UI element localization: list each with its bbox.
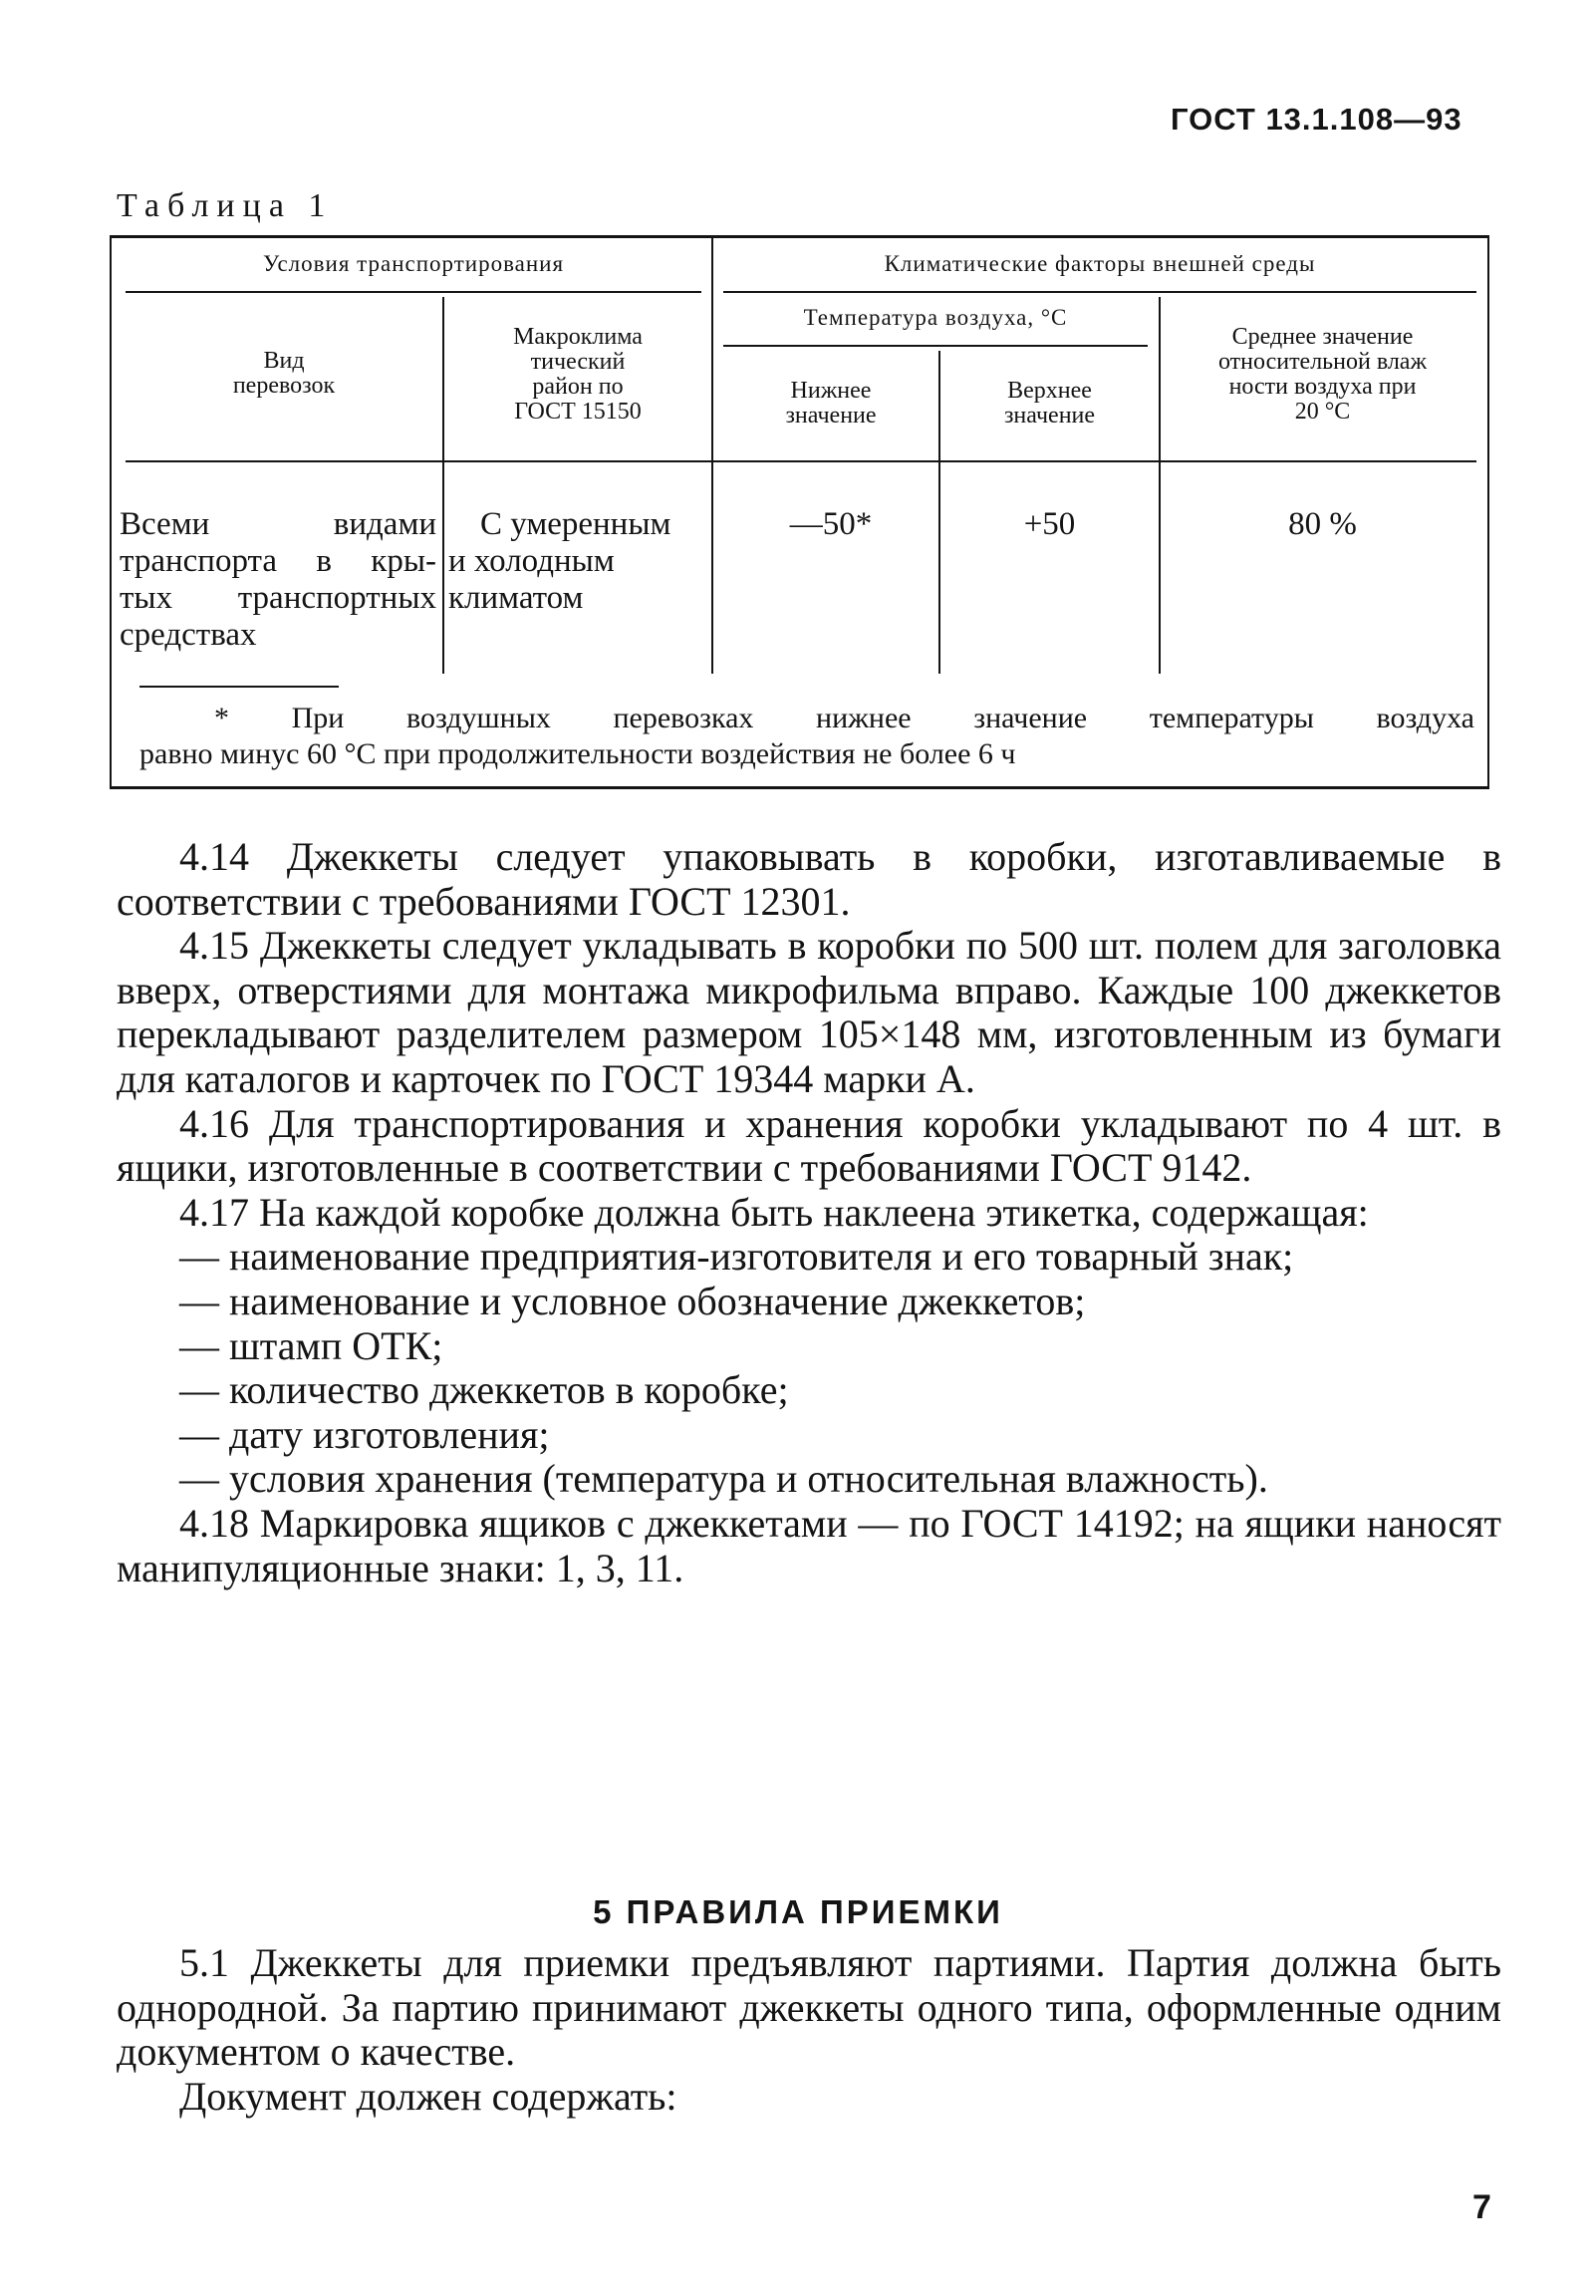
- table-top-border: [110, 235, 1489, 238]
- paragraph-4-18: 4.18 Маркировка ящиков с джеккетами — по ГОСТ 14192; на ящики наносят манипуляционные знаки: 1, 3, 11.: [117, 1500, 1501, 1590]
- page-number: 7: [1472, 2188, 1491, 2226]
- cell-transport-mode: Всеми видами транспорта в кры- тых транспортных средствах: [120, 506, 436, 653]
- table-footnote: * При воздушных перевозках нижнее значение температуры воздуха равно минус 60 °С при продолжительности воздействия не более 6 ч: [139, 702, 1474, 770]
- list-item: — наименование и условное обозначение джеккетов;: [179, 1278, 1086, 1323]
- header-bottom-line: [126, 460, 1476, 462]
- list-item: — условия хранения (температура и относительная влажность).: [179, 1456, 1268, 1502]
- list-item: — количество джеккетов в коробке;: [179, 1367, 789, 1413]
- header-upper-value: Верхнее значение: [1003, 378, 1096, 429]
- list-item: — штамп ОТК;: [179, 1322, 443, 1368]
- header-air-temperature: Температура воздуха, °С: [803, 305, 1068, 330]
- body-section-5: [117, 1941, 1501, 2119]
- paragraph-5-1-document: Документ должен содержать:: [179, 2073, 677, 2119]
- list-item: — наименование предприятия-изготовителя и его товарный знак;: [179, 1234, 1294, 1280]
- paragraph-4-16: 4.16 Для транспортирования и хранения коробки укладывают по 4 шт. в ящики, изготовленные в соответствии с требованиями ГОСТ 9142.: [117, 1100, 1501, 1191]
- header-macroclimatic-region: Макроклима тический район по ГОСТ 15150: [513, 324, 643, 425]
- section-title-acceptance-rules: 5 ПРАВИЛА ПРИЕМКИ: [593, 1893, 1003, 1930]
- paragraph-4-17: 4.17 На каждой коробке должна быть наклеена этикетка, содержащая:: [179, 1189, 1369, 1235]
- table-bottom-border: [110, 786, 1489, 789]
- group-divider: [711, 235, 713, 674]
- group-underline-right: [723, 291, 1476, 293]
- header-transport-conditions: Условия транспортирования: [262, 251, 565, 276]
- group-underline-left: [126, 291, 701, 293]
- header-relative-humidity: Среднее значение относительной влаж ности воздуха при 20 °С: [1217, 324, 1428, 425]
- cell-macroclimatic-region: С умеренным и холодным климатом: [448, 506, 671, 616]
- list-item: — дату изготовления;: [179, 1411, 550, 1457]
- temp-underline: [723, 345, 1148, 347]
- header-transport-mode: Вид перевозок: [232, 348, 336, 399]
- document-header: ГОСТ 13.1.108—93: [1171, 102, 1463, 137]
- footnote-rule: [139, 686, 339, 688]
- table-caption: Таблица 1: [117, 187, 334, 224]
- table-right-border: [1487, 235, 1489, 788]
- cell-upper-temperature: +50: [1023, 506, 1076, 542]
- header-climatic-factors: Климатические факторы внешней среды: [884, 251, 1316, 276]
- paragraph-5-1: 5.1 Джеккеты для приемки предъявляют партиями. Партия должна быть однородной. За партию принимают джеккеты одного типа, оформленные одним документом о качестве.: [117, 1940, 1501, 2075]
- header-lower-value: Нижнее значение: [785, 378, 877, 429]
- cell-humidity: 80 %: [1288, 506, 1357, 542]
- paragraph-4-15: 4.15 Джеккеты следует укладывать в коробки по 500 шт. полем для заголовка вверх, отверстиями для монтажа микрофильма вправо. Каждые 100 джеккетов перекладывают разделителем размером 105×148 мм, изготовленным из бумаги для каталогов и карточек по ГОСТ 19344 марки А.: [117, 923, 1501, 1101]
- body-section-4: [117, 835, 1501, 1590]
- paragraph-4-14: 4.14 Джеккеты следует упаковывать в коробки, изготавливаемые в соответствии с требованиями ГОСТ 12301.: [117, 834, 1501, 924]
- cell-lower-temperature: —50*: [789, 506, 873, 542]
- table-left-border: [110, 235, 112, 788]
